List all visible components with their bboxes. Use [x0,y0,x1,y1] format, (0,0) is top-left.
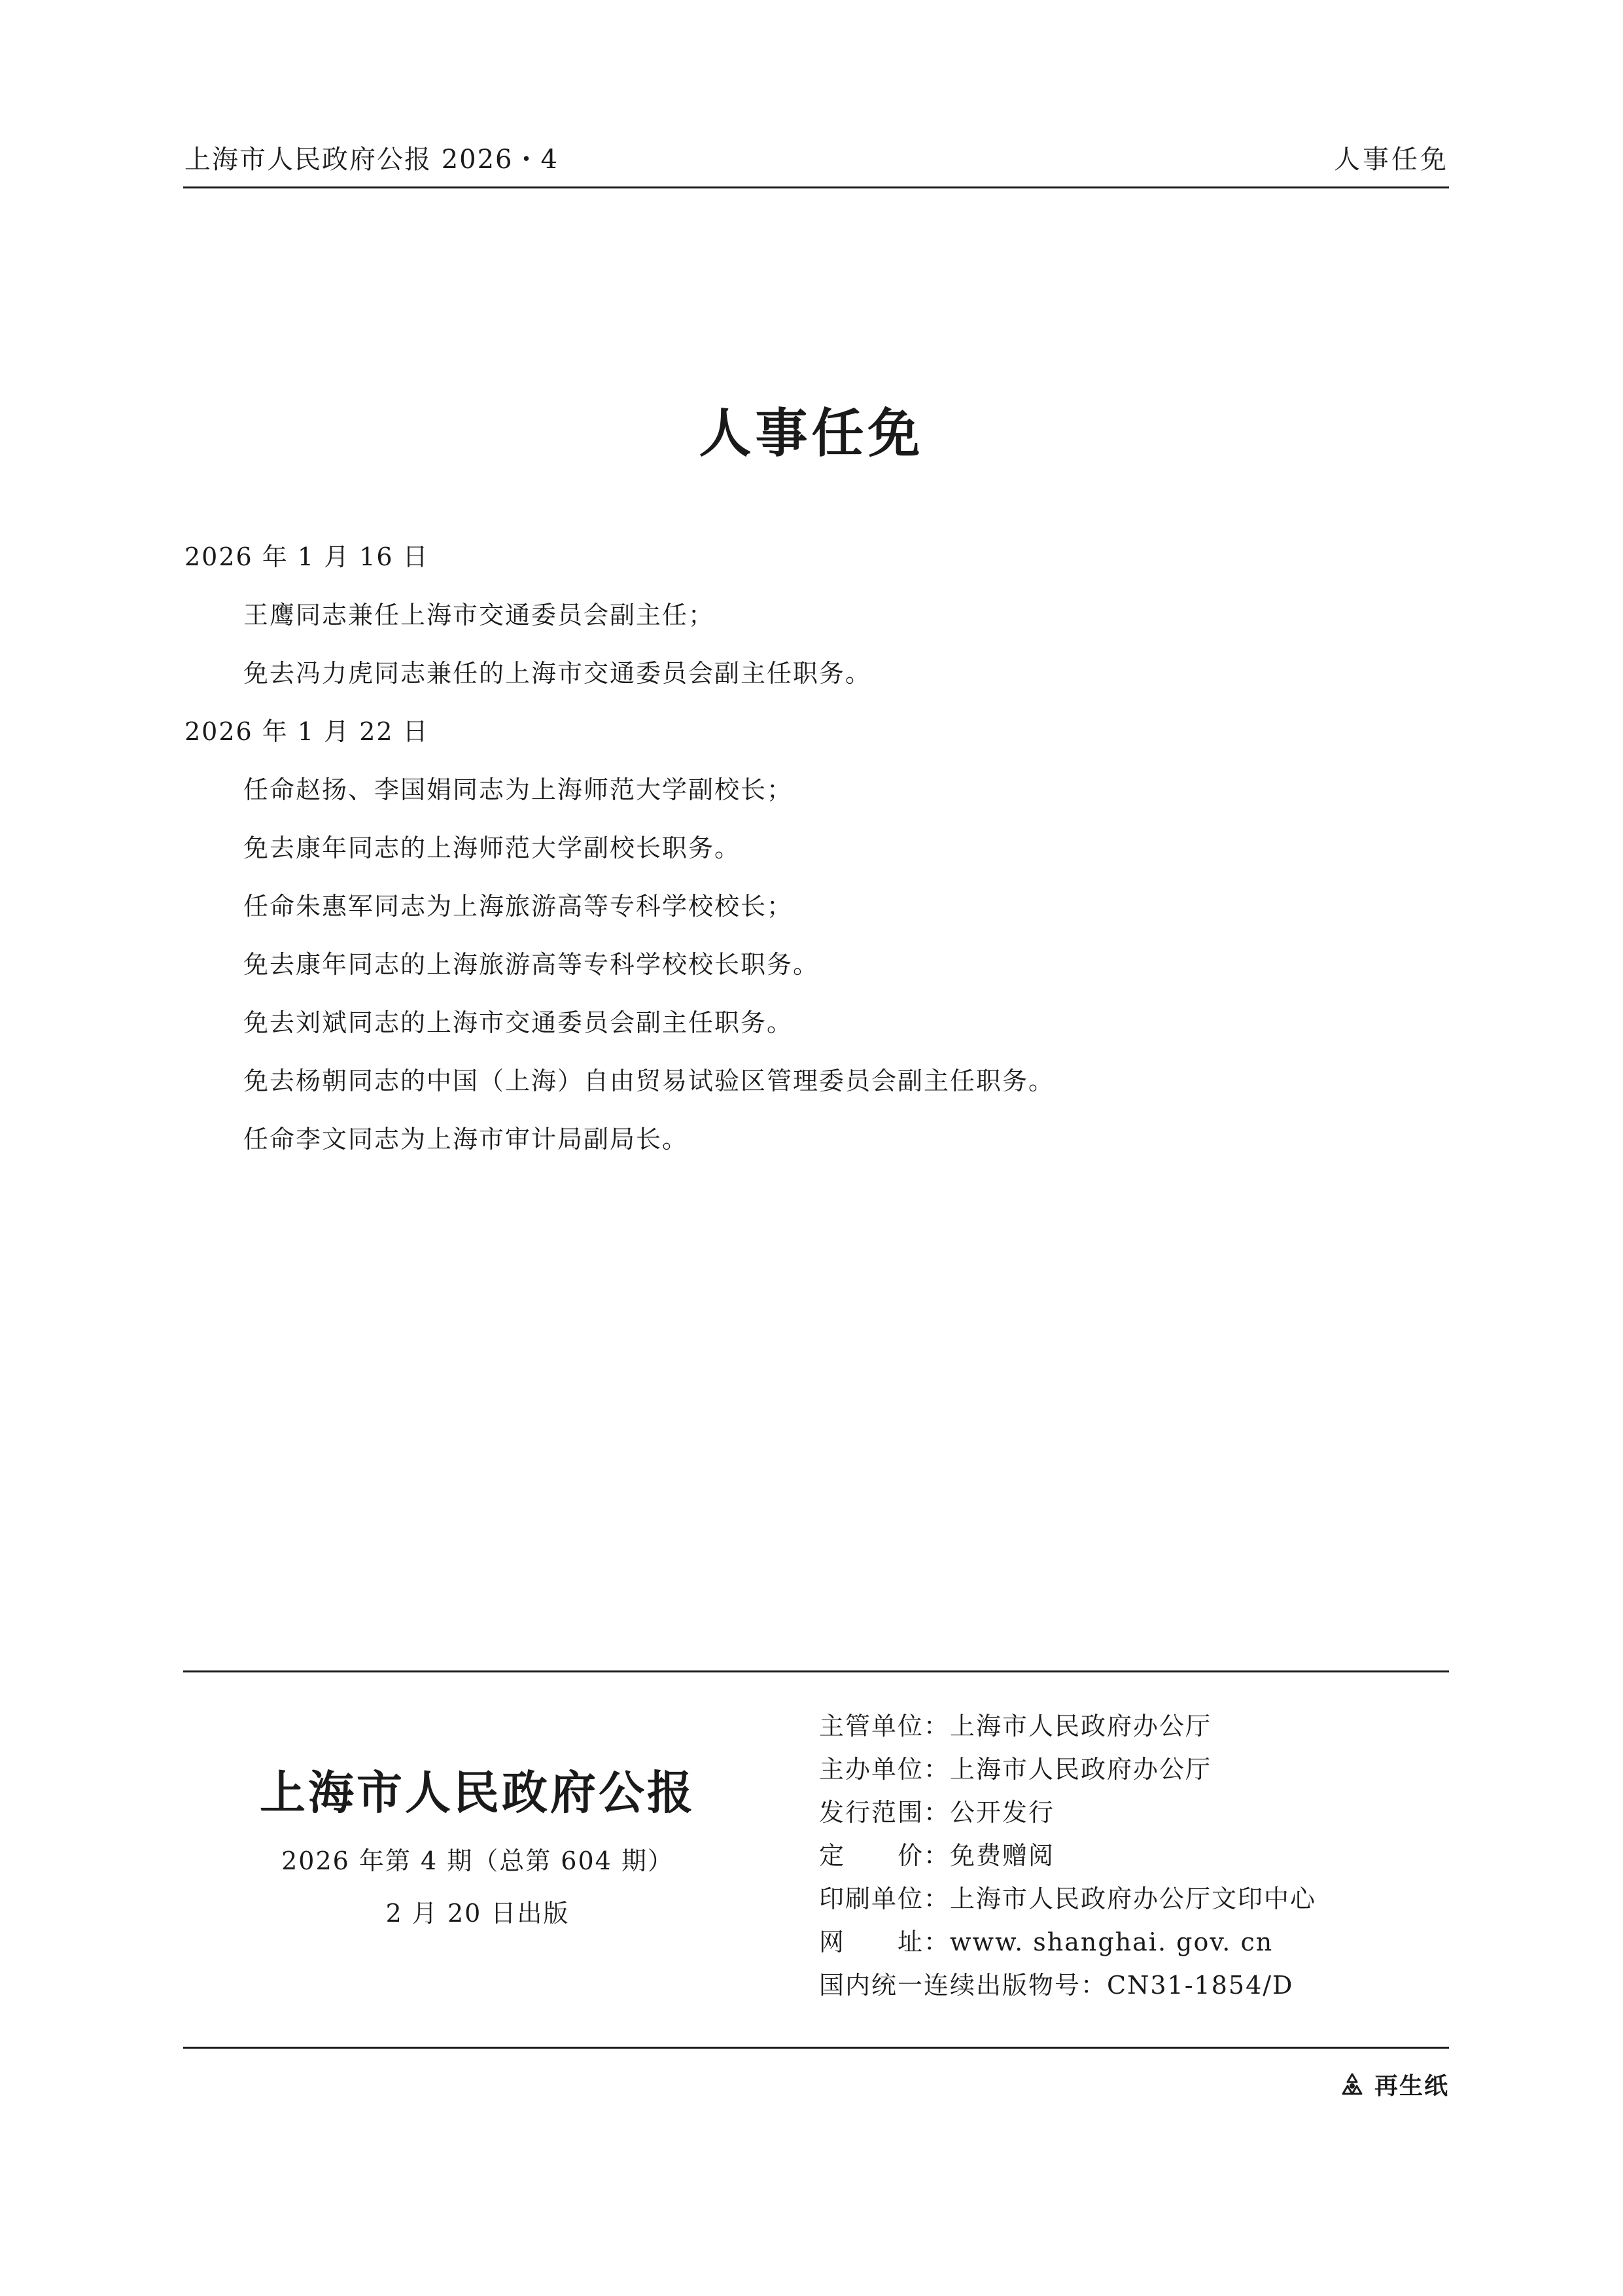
recycled-paper-label: 再生纸 [1374,2072,1449,2100]
page-title: 人事任免 [699,402,924,464]
info-value: 免费赠阅 [950,1841,1055,1870]
info-row [819,1882,1447,1926]
info-separator: ： [924,1712,951,1740]
info-separator: ： [924,1755,951,1784]
section-date: 2026 年 1 月 22 日 [184,717,429,746]
section-date: 2026 年 1 月 16 日 [184,542,429,571]
info-value: CN31-1854/D [1107,1971,1294,2000]
info-row [819,1969,1447,2012]
info-label: 网 址 [819,1928,924,1956]
info-value: 上海市人民政府办公厅文印中心 [950,1884,1317,1913]
publication-info [819,1710,1447,2012]
info-separator: ： [924,1884,951,1913]
footer-divider-top [183,1670,1449,1672]
entry-line: 任命赵扬、李国娟同志为上海师范大学副校长； [243,775,794,804]
entry-line: 免去杨朝同志的中国（上海）自由贸易试验区管理委员会副主任职务。 [243,1067,1055,1095]
entry-line: 王鹰同志兼任上海市交通委员会副主任； [243,601,715,629]
masthead-issue: 2026 年第 4 期（总第 604 期） [281,1846,674,1875]
info-row [819,1753,1447,1796]
info-row [819,1926,1447,1969]
entry-line: 免去刘斌同志的上海市交通委员会副主任职务。 [243,1008,794,1037]
info-separator: ： [924,1798,951,1827]
header-publication: 上海市人民政府公报 2026・4 [184,145,559,175]
footer-divider-bottom [183,2047,1449,2049]
info-separator: ： [924,1928,951,1956]
info-row [819,1839,1447,1882]
info-label: 主管单位 [819,1712,924,1740]
info-row [819,1710,1447,1753]
masthead-name: 上海市人民政府公报 [260,1765,695,1820]
entry-line: 免去康年同志的上海旅游高等专科学校校长职务。 [243,950,820,979]
info-separator: ： [1081,1971,1108,2000]
section-2 [184,715,1447,1181]
section-1 [184,540,1447,715]
info-value: www. shanghai. gov. cn [950,1928,1274,1956]
recycled-paper-mark [1339,2068,1449,2101]
entry-line: 任命李文同志为上海市审计局副局长。 [243,1125,689,1154]
header-section: 人事任免 [1334,145,1449,175]
info-label: 发行范围 [819,1798,924,1827]
info-label: 印刷单位 [819,1884,924,1913]
appointment-sections [184,540,1447,1181]
entry-line: 免去冯力虎同志兼任的上海市交通委员会副主任职务。 [243,659,872,688]
masthead-publish-date: 2 月 20 日出版 [385,1899,570,1928]
info-value: 上海市人民政府办公厅 [950,1712,1212,1740]
info-label: 国内统一连续出版物号 [819,1971,1081,2000]
info-label: 主办单位 [819,1755,924,1784]
info-value: 上海市人民政府办公厅 [950,1755,1212,1784]
info-value: 公开发行 [950,1798,1055,1827]
entry-line: 免去康年同志的上海师范大学副校长职务。 [243,834,741,862]
header-divider [183,186,1449,188]
info-row [819,1796,1447,1839]
recycle-icon [1339,2072,1365,2098]
footer-masthead [183,1763,772,1930]
entry-line: 任命朱惠军同志为上海旅游高等专科学校校长； [243,892,794,921]
info-label: 定 价 [819,1841,924,1870]
info-separator: ： [924,1841,951,1870]
